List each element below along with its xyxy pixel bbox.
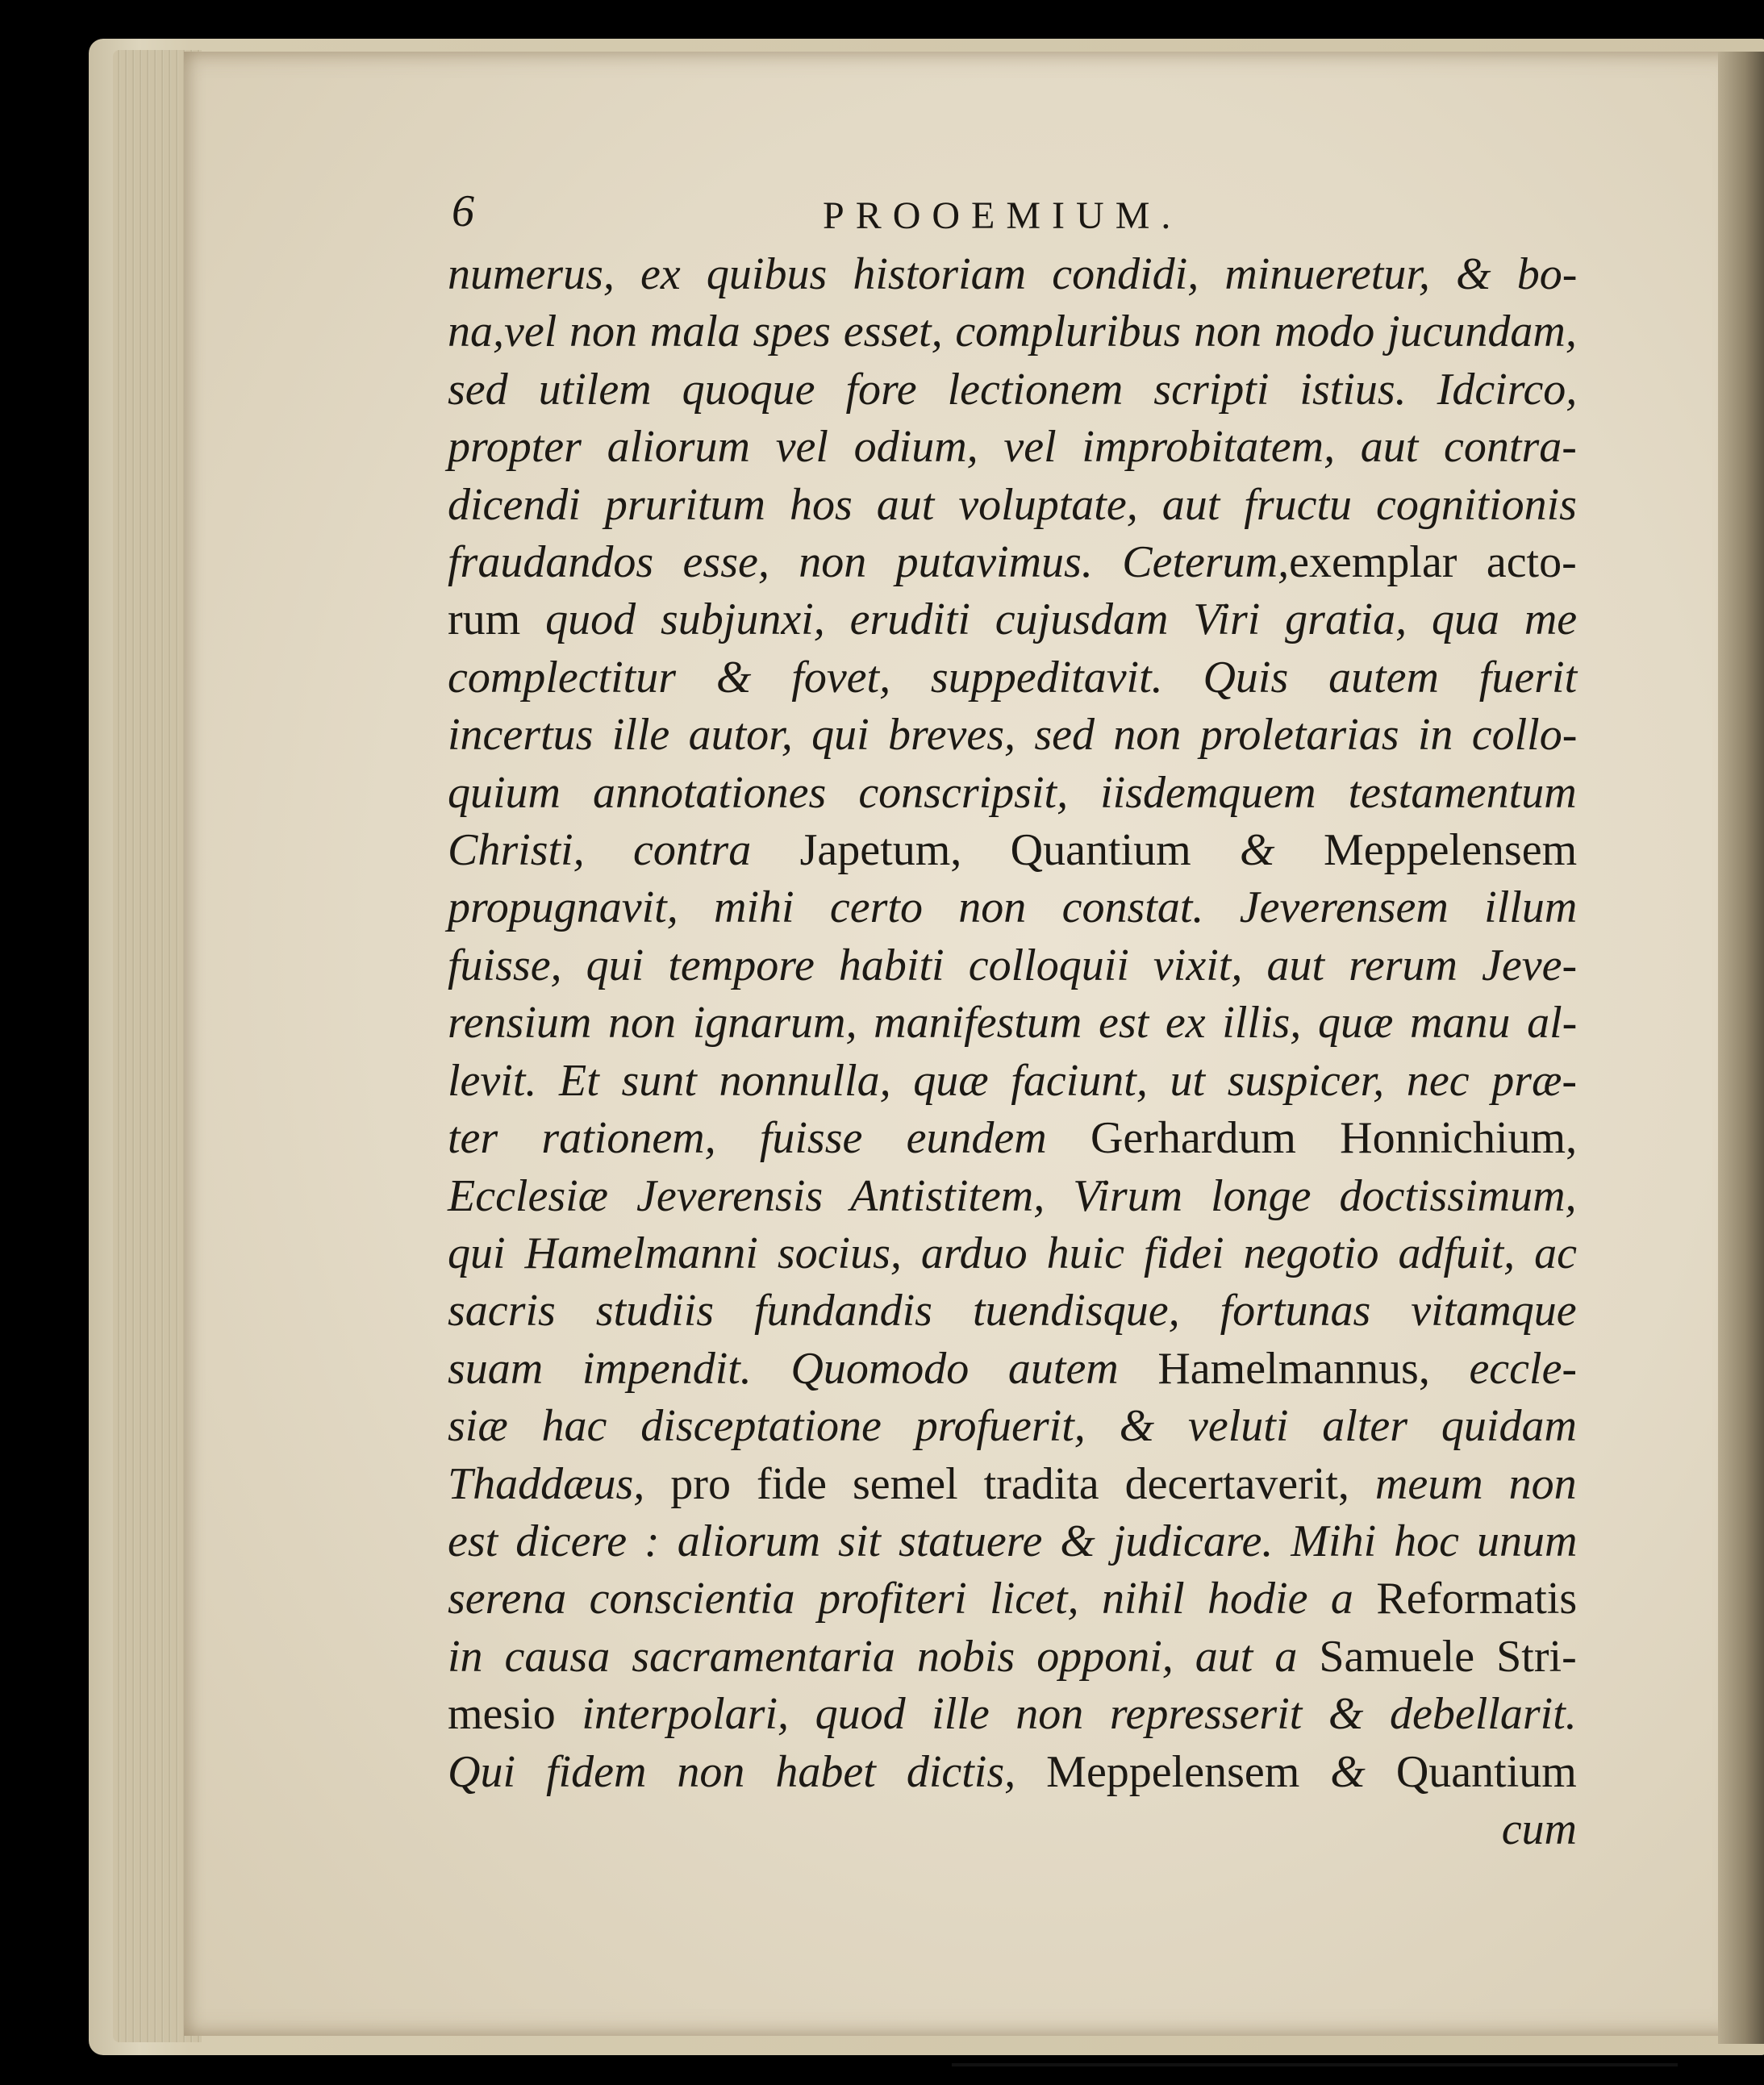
text-line: levit. Et sunt nonnulla, quæ faciunt, ut suspicer, nec præ- (448, 1055, 1578, 1106)
text-line: na,vel non mala spes esset, compluribus non modo jucundam, (448, 306, 1577, 357)
text-line: propugnavit, mihi certo non constat. Jeverensem illum (448, 882, 1578, 933)
text-line: sacris studiis fundandis tuendisque, fortunas vitamque (448, 1286, 1577, 1336)
text-line: incertus ille autor, qui breves, sed non proletarias in collo- (448, 710, 1578, 761)
book-gutter (1718, 52, 1764, 2044)
text-line: suam impendit. Quomodo autem Hamelmannus, eccle- (448, 1343, 1578, 1394)
text-line: siæ hac disceptatione profuerit, & veluti alter quidam (448, 1401, 1577, 1452)
text-line: rensium non ignarum, manifestum est ex illis, quæ manu al- (448, 998, 1578, 1049)
text-line: rum quod subjunxi, eruditi cujusdam Viri gratia, qua me (448, 594, 1578, 645)
text-line: propter aliorum vel odium, vel improbitatem, aut contra- (448, 422, 1577, 473)
text-line: Christi, contra Japetum, Quantium & Meppelensem (448, 825, 1578, 876)
text-line: Ecclesiæ Jeverensis Antistitem, Virum longe doctissimum, (448, 1170, 1577, 1221)
text-line: numerus, ex quibus historiam condidi, minueretur, & bo- (448, 249, 1578, 299)
text-line: fraudandos esse, non putavimus. Ceterum,exemplar acto- (448, 537, 1577, 588)
text-line: quium annotationes conscripsit, iisdemquem testamentum (448, 767, 1577, 818)
text-line: ter rationem, fuisse eundem Gerhardum Honnichium, (448, 1113, 1578, 1164)
text-line: Thaddæus, pro fide semel tradita decertaverit, meum non (448, 1458, 1577, 1509)
bottom-rule (952, 2063, 1678, 2066)
running-title: PROOEMIUM. (823, 194, 1182, 237)
page-header (452, 186, 1581, 250)
text-line: sed utilem quoque fore lectionem scripti istius. Idcirco, (448, 364, 1578, 415)
text-line: serena conscientia profiteri licet, nihil hodie a Reformatis (448, 1574, 1578, 1624)
text-line: complectitur & fovet, suppeditavit. Quis autem fuerit (448, 652, 1578, 703)
catchword: cum (1501, 1804, 1577, 1854)
page-number: 6 (452, 186, 474, 236)
text-line: qui Hamelmanni socius, arduo huic fidei negotio adfuit, ac (448, 1228, 1578, 1278)
text-line: fuisse, qui tempore habiti colloquii vixit, aut rerum Jeve- (448, 940, 1578, 990)
text-line: est dicere : aliorum sit statuere & judicare. Mihi hoc unum (448, 1516, 1578, 1566)
body-text (448, 246, 1577, 1858)
text-line: dicendi pruritum hos aut voluptate, aut fructu cognitionis (448, 479, 1577, 530)
text-line: Qui fidem non habet dictis, Meppelensem & Quantium (448, 1746, 1577, 1797)
text-line: mesio interpolari, quod ille non represserit & debellarit. (448, 1689, 1577, 1740)
text-line: in causa sacramentaria nobis opponi, aut a Samuele Stri- (448, 1631, 1577, 1682)
